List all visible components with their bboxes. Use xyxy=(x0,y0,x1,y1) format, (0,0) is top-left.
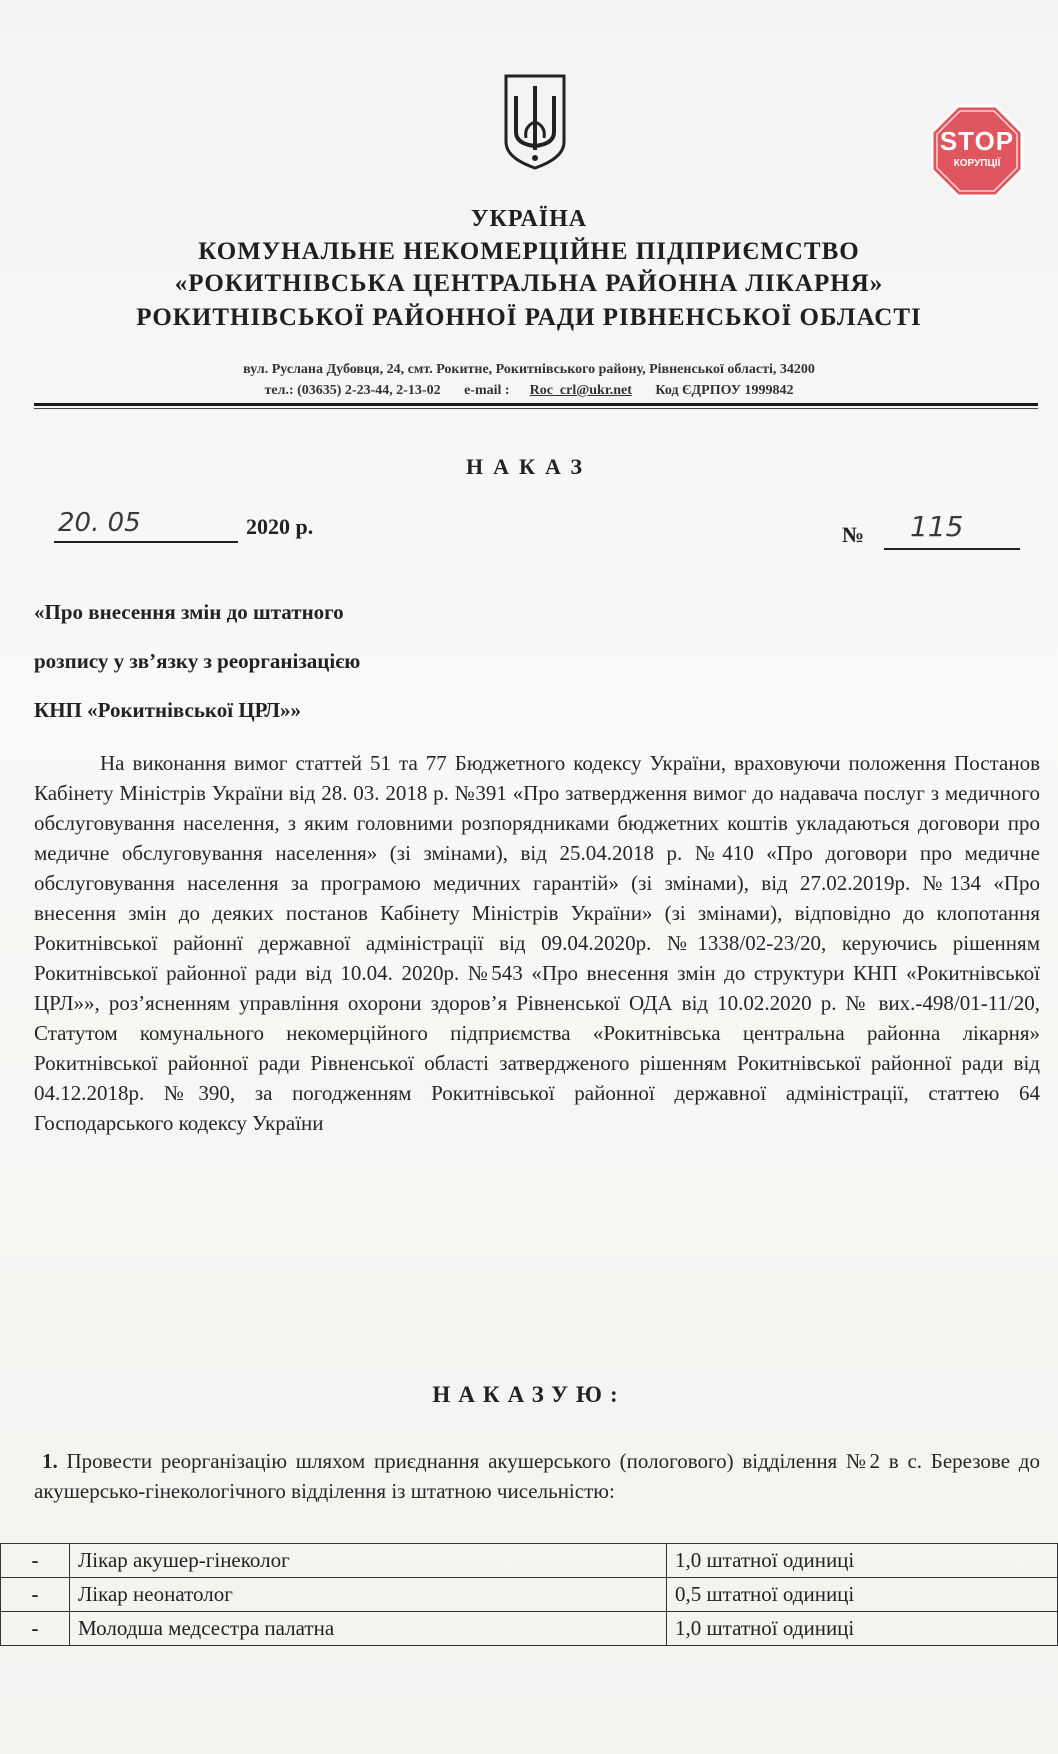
position-cell: Лікар неонатолог xyxy=(70,1578,667,1612)
org-heading-line1: КОМУНАЛЬНЕ НЕКОМЕРЦІЙНЕ ПІДПРИЄМСТВО xyxy=(198,238,860,265)
subject-line2: розпису у зв’язку з реорганізацією xyxy=(34,649,361,673)
email-link[interactable]: Roc_crl@ukr.net xyxy=(529,383,632,398)
table-row xyxy=(1,1612,1058,1646)
row-dash: - xyxy=(1,1578,70,1612)
row-dash: - xyxy=(1,1612,70,1646)
quantity-cell: 0,5 штатної одиниці xyxy=(667,1578,1058,1612)
decree-item-1-number: 1. xyxy=(42,1449,58,1473)
order-year: 2020 р. xyxy=(246,514,314,539)
stop-corruption-stamp xyxy=(930,104,1024,198)
subject-line1: «Про внесення змін до штатного xyxy=(34,600,344,624)
decree-item-1 xyxy=(34,1446,1040,1506)
email-label: e-mail : xyxy=(464,383,510,398)
header-rule-thick xyxy=(34,403,1038,406)
subject-line3: КНП «Рокитнівської ЦРЛ»» xyxy=(34,698,301,722)
contacts-line xyxy=(0,383,1058,399)
org-heading-line2: «РОКИТНІВСЬКА ЦЕНТРАЛЬНА РАЙОННА ЛІКАРНЯ» xyxy=(174,270,884,297)
table-row xyxy=(1,1578,1058,1612)
org-heading-line3: РОКИТНІВСЬКОЇ РАЙОННОЇ РАДИ РІВНЕНСЬКОЇ ОБЛАСТІ xyxy=(136,304,922,331)
country-heading: УКРАЇНА xyxy=(470,206,588,232)
quantity-cell: 1,0 штатної одиниці xyxy=(667,1612,1058,1646)
decree-title: НАКАЗУЮ: xyxy=(432,1382,626,1407)
address-line: вул. Руслана Дубовця, 24, смт. Рокитне, Рокитнівського району, Рівненської області, 34200 xyxy=(243,362,815,377)
header-rule-thin xyxy=(34,408,1038,409)
order-title: НАКАЗ xyxy=(466,454,592,479)
position-cell: Лікар акушер-гінеколог xyxy=(70,1544,667,1578)
stamp-subtext: КОРУПЦІЇ xyxy=(953,158,1001,169)
staff-table xyxy=(0,1543,1058,1646)
decree-item-1-text: Провести реорганізацію шляхом приєднання акушерського (пологового) відділення №2 в с. Березове до акушерсько-гінекологічного відділення із штатною чисельністю: xyxy=(34,1449,1040,1503)
phone-text: тел.: (03635) 2-23-44, 2-13-02 xyxy=(264,383,441,398)
order-number-handwritten: 115 xyxy=(884,510,1020,550)
row-dash: - xyxy=(1,1544,70,1578)
edrpou-code: Код ЄДРПОУ 1999842 xyxy=(655,383,794,398)
table-row xyxy=(1,1544,1058,1578)
quantity-cell: 1,0 штатної одиниці xyxy=(667,1544,1058,1578)
trident-emblem-icon xyxy=(500,72,570,172)
position-cell: Молодша медсестра палатна xyxy=(70,1612,667,1646)
stamp-text: STOP xyxy=(939,126,1015,156)
order-date-handwritten: 20. 05 xyxy=(54,508,238,543)
order-number-label: № xyxy=(842,522,865,547)
preamble-paragraph: На виконання вимог статтей 51 та 77 Бюджетного кодексу України, враховуючи положення Постанов Кабінету Міністрів України від 28. 03. 2018 р. №391 «Про затвердження вимог до надавача послуг з медичного обслуговування населення, з яким головними розпорядниками бюджетних коштів укладаються договори про медичне обслуговування населення» (зі змінами), від 25.04.2018 р. №410 «Про договори про медичне обслуговування населення за програмою медичних гарантій» (зі змінами), від 27.02.2019р. №134 «Про внесення змін до деяких постанов Кабінету Міністрів України» (зі змінами), відповідно до клопотання Рокитнівської районнї державної адміністрації від 09.04.2020р. №1338/02-23/20, керуючись рішенням Рокитнівської районної ради від 10.04. 2020р. №543 «Про внесення змін до структури КНП «Рокитнівської ЦРЛ»», роз’ясненням управління охорони здоров’я Рівненської ОДА від 10.02.2020 р. № вих.-498/01-11/20, Статутом комунального некомерційного підприємства «Рокитнівська центральна районна лікарня» Рокитнівської районної ради Рівненської області затвердженого рішенням Рокитнівської районної ради від 04.12.2018р. №390, за погодженням Рокитнівської районної державної адміністрації, статтею 64 Господарського кодексу України xyxy=(34,751,1040,1135)
